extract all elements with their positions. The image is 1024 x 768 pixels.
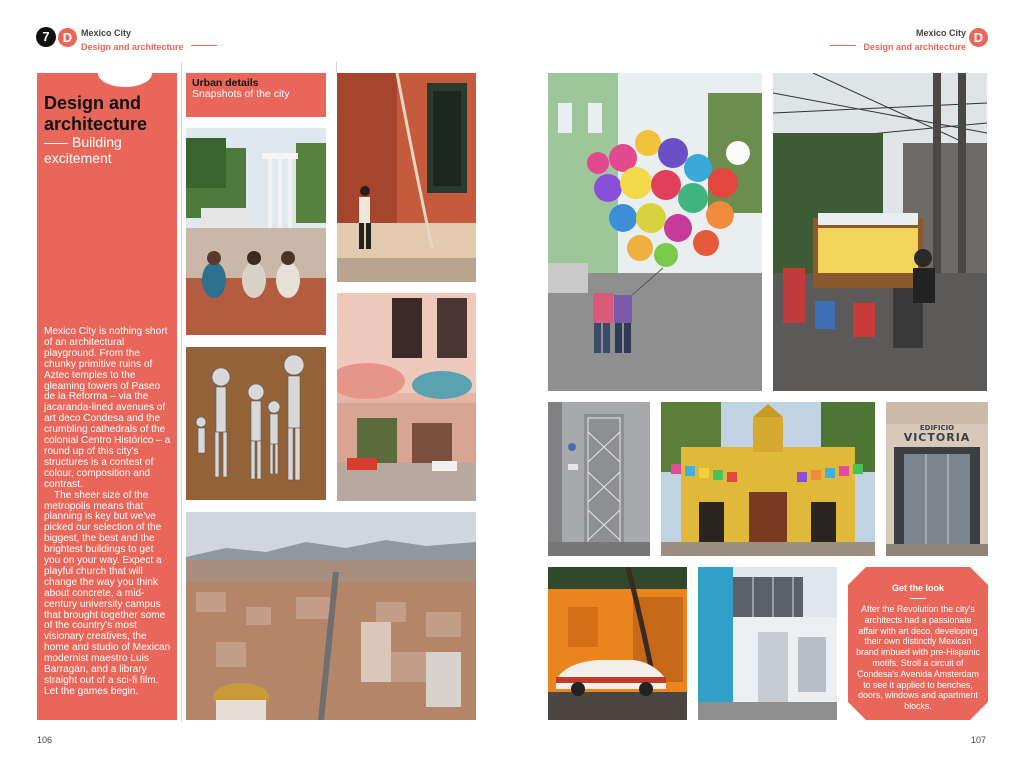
photo-city-aerial	[186, 512, 476, 720]
header-section-right	[830, 37, 966, 55]
photo-skeleton-figures	[186, 347, 326, 500]
chapter-number-badge: 7	[36, 27, 56, 47]
section-letter-badge: D	[58, 28, 77, 47]
get-the-look-body: After the Revolution the city's architects had a passionate affair with art deco, developing their own distinctly Mexican brand imbued with pre-Hispanic motifs. Stroll a circuit of Condesa's Avenida Amsterdam to see it applied to benches, doors, windows and apartment blocks.	[856, 604, 980, 712]
intro-body-paragraph-2: The sheer size of the metropolis means that planning is key but we've picked our selection of the biggest, the best and the brightest buildings to get you on your way. Expect a playful church that will change the way you think about concrete, a mid-century university campus that brought together some of the country's most visionary creatives, the home and studio of Mexican modernist maestro Luis Barragán, and a library straight out of a sci-fi film. Let the games begin.	[44, 489, 171, 697]
intro-body-paragraph-1: Mexico City is nothing short of an architectural playground. From the chunky primitive ruins of Aztec temples to the gleaming towers of Paseo de la Reforma – via the jacaranda-lined avenues of art deco Condesa and the crumbling cathedrals of the colonial Centro Histórico – a round up of this city's structures is a contest of colour, composition and contrast.	[44, 326, 171, 490]
intro-body	[44, 327, 172, 698]
header-city-right: Mexico City	[915, 28, 966, 38]
photo-pink-building-umbrellas	[337, 293, 476, 501]
urban-details-title: Urban details	[192, 77, 259, 89]
photo-red-wall-walker	[337, 73, 476, 282]
header-section-label: Design and architecture	[81, 42, 184, 52]
photo-balloon-vendor	[548, 73, 762, 391]
header-city: Mexico City	[81, 28, 132, 38]
sign-edificio-victoria	[886, 423, 988, 443]
header-rule-right	[830, 45, 856, 46]
photo-blue-art-deco-door	[698, 567, 837, 720]
intro-title	[44, 93, 174, 135]
header-rule	[191, 45, 217, 46]
photo-orange-wall-car	[548, 567, 687, 720]
sign-text-1: EDIFICIO	[919, 424, 955, 432]
page-number-left: 106	[37, 735, 53, 745]
header-section	[81, 37, 217, 55]
header-section-label-right: Design and architecture	[863, 42, 966, 52]
urban-details-subtitle: Snapshots of the city	[192, 88, 290, 100]
get-the-look-title: Get the look	[891, 583, 944, 593]
photo-gray-door	[548, 402, 650, 556]
section-letter-badge-right: D	[969, 28, 988, 47]
photo-plaza-monument	[186, 128, 326, 335]
column-divider-top	[336, 62, 337, 72]
page-number-right: 107	[971, 735, 987, 745]
intro-subtitle-line2: excitement	[44, 150, 112, 166]
intro-title-line1: Design and	[44, 93, 142, 113]
intro-subtitle-line1: Building	[72, 134, 122, 150]
sign-text-2: VICTORIA	[903, 431, 971, 444]
photo-yellow-church	[661, 402, 875, 556]
intro-subtitle-rule	[44, 143, 68, 144]
column-divider	[181, 62, 182, 722]
intro-subtitle	[44, 134, 174, 166]
photo-street-food-stall	[773, 73, 987, 391]
get-the-look-rule	[910, 598, 926, 599]
intro-title-line2: architecture	[44, 114, 148, 134]
